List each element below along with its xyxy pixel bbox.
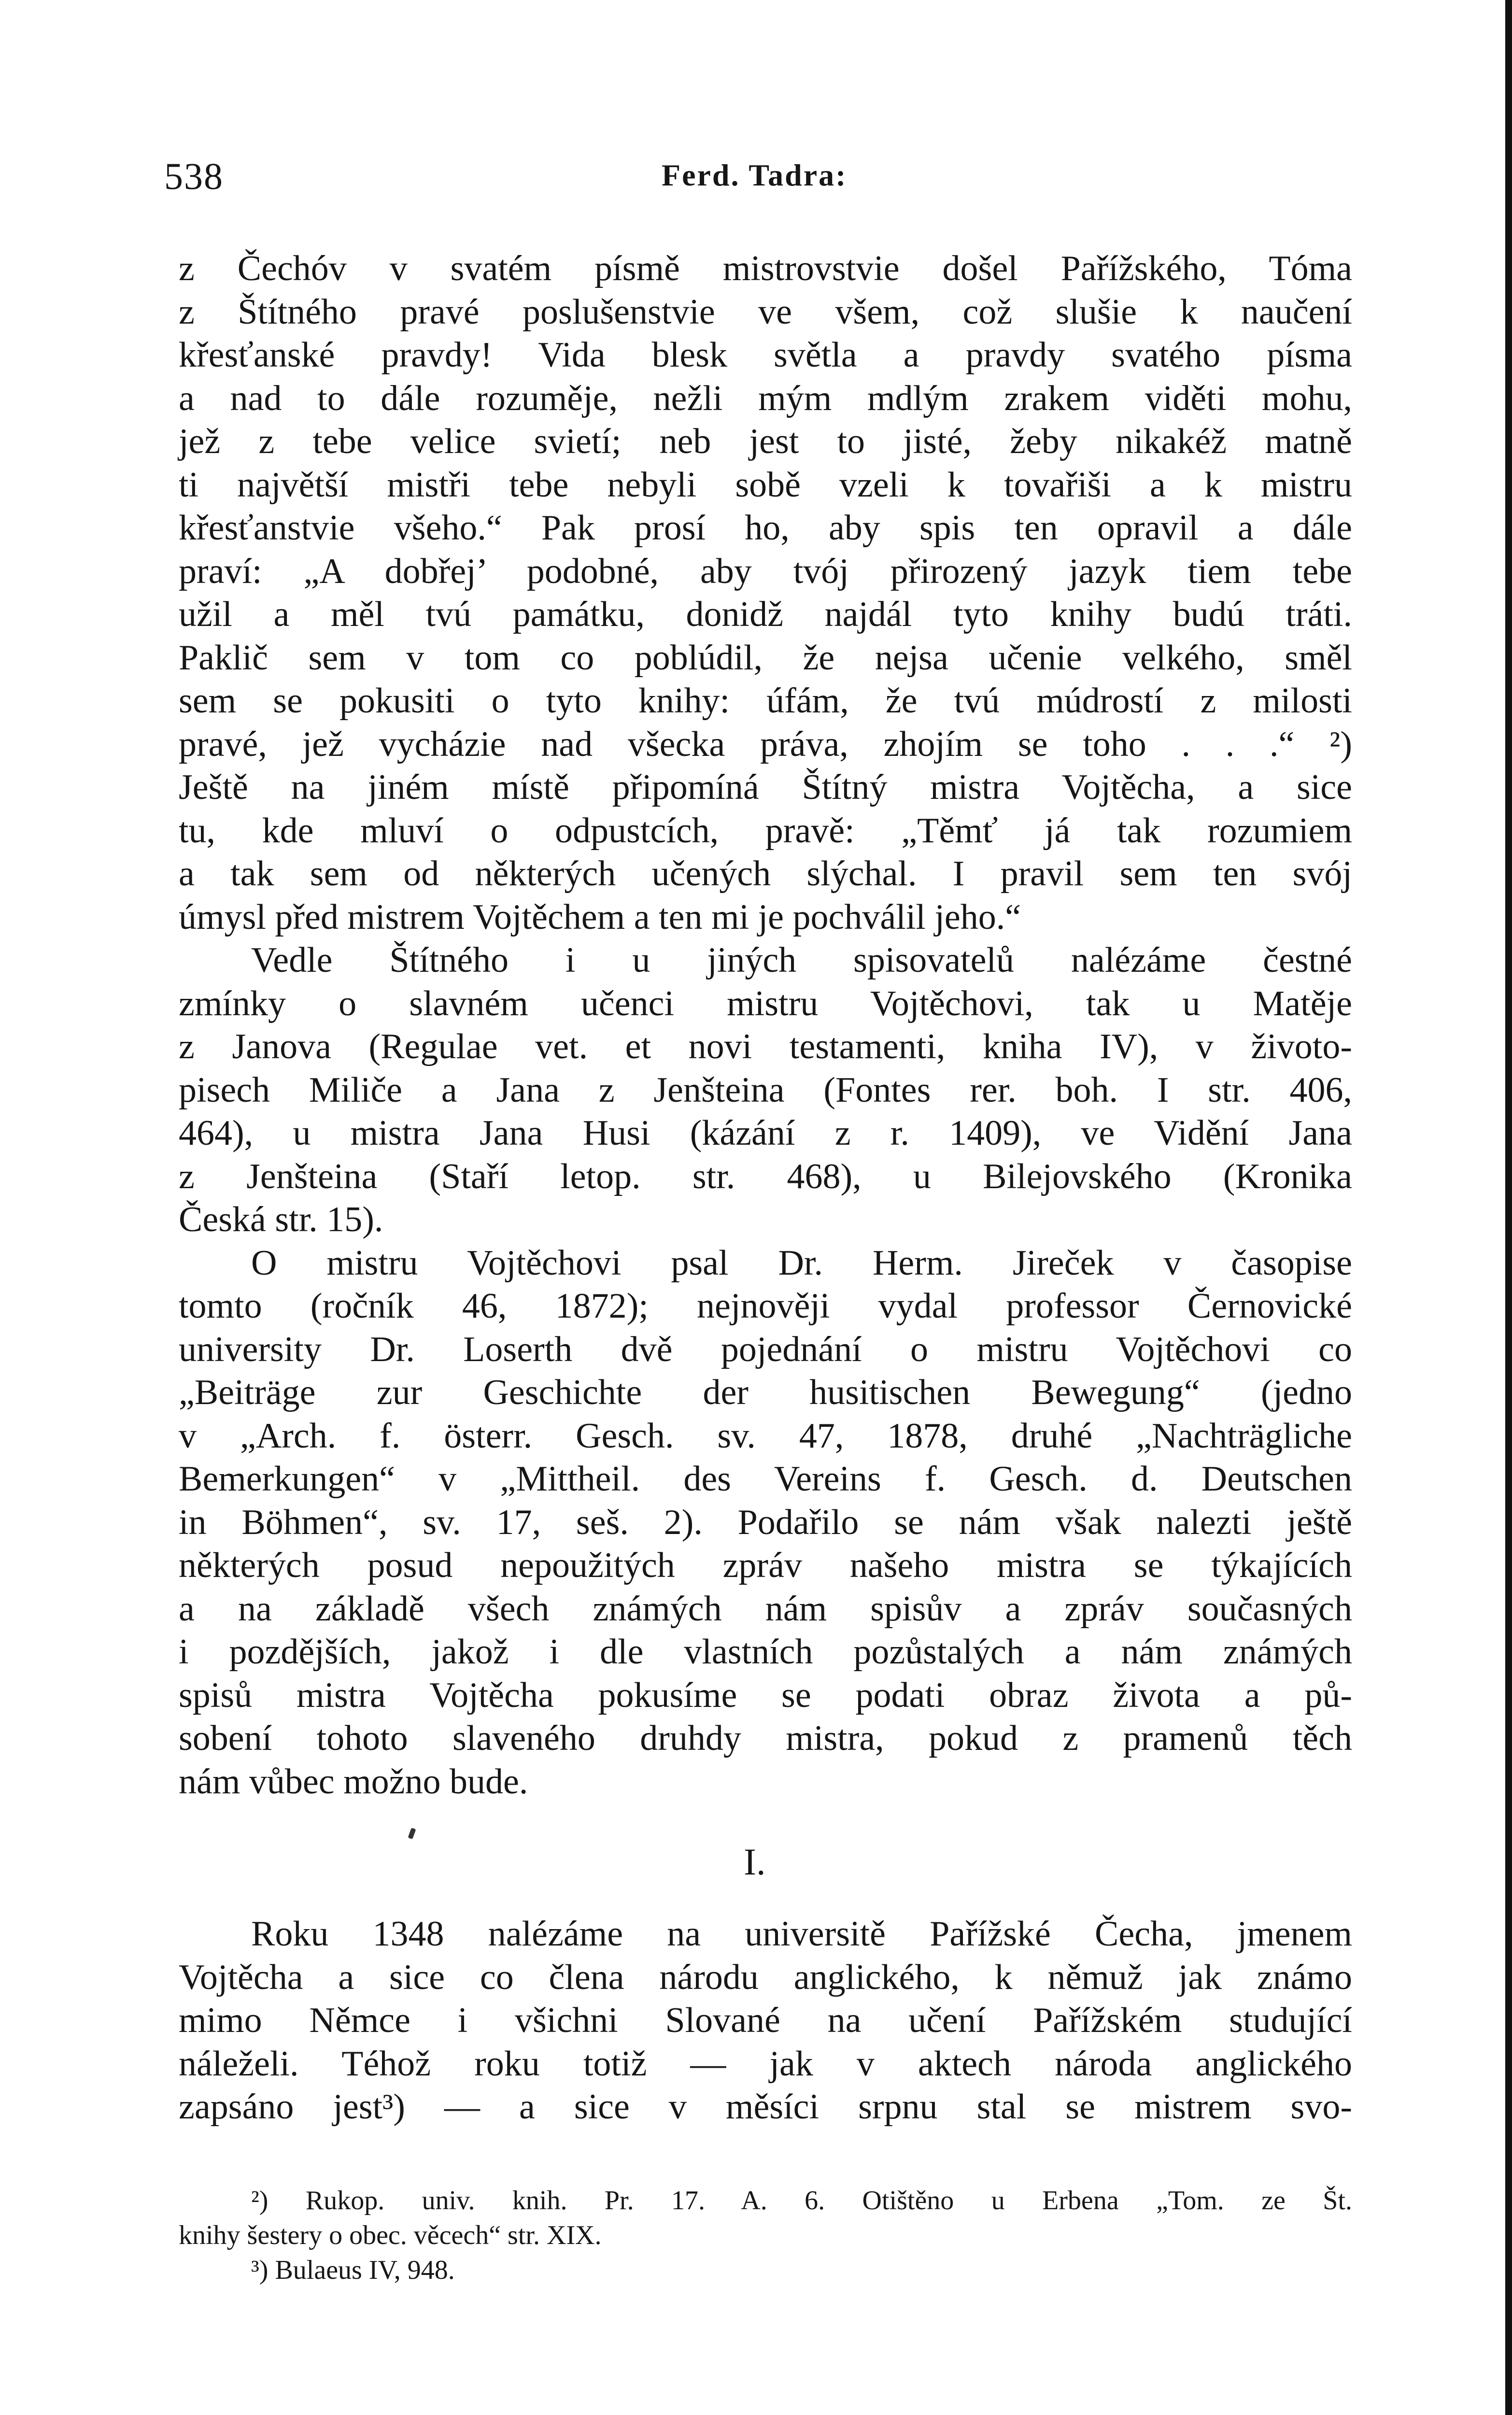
text-line: Roku 1348 nalézáme na universitě Pařížské Čecha, jmenem	[251, 1914, 1352, 1954]
page-header	[159, 145, 1357, 198]
footnotes	[179, 2183, 1352, 2287]
section-number: I.	[744, 1841, 766, 1883]
text-line: Bemerkungen“ v „Mittheil. des Vereins f. Gesch. d. Deutschen	[179, 1459, 1352, 1499]
text-line: zmínky o slavném učenci mistru Vojtěchovi, tak u Matěje	[179, 983, 1352, 1023]
text-line: jež z tebe velice svietí; neb jest to jisté, žeby nikakéž matně	[179, 422, 1352, 461]
text-line: pisech Miliče a Jana z Jenšteina (Fontes rer. boh. I str. 406,	[179, 1070, 1352, 1110]
text-line: zapsáno jest³) — a sice v měsíci srpnu stal se mistrem svo-	[179, 2087, 1352, 2127]
page-edge-shadow	[1505, 0, 1512, 2415]
ink-speck	[408, 1828, 416, 1839]
text-line: a na základě všech známých nám spisův a zpráv současných	[179, 1589, 1352, 1629]
text-line: ti najvětší mistři tebe nebyli sobě vzeli k tovařiši a k mistru	[179, 465, 1352, 505]
text-line: pravé, jež vycházie nad všecka práva, zhojím se toho . . .“ ²)	[179, 724, 1352, 764]
text-line: sem se pokusiti o tyto knihy: úfám, že tvú múdrostí z milosti	[179, 681, 1352, 721]
text-line: tomto (ročník 46, 1872); nejnověji vydal professor Černovické	[179, 1286, 1352, 1326]
text-line: Česká str. 15).	[179, 1200, 383, 1239]
section-text	[179, 1913, 1352, 2129]
text-line: mimo Němce i všichni Slované na učení Pařížském studující	[179, 2001, 1352, 2040]
text-line: in Böhmen“, sv. 17, seš. 2). Podařilo se nám však nalezti ještě	[179, 1502, 1352, 1542]
text-line: z Štítného pravé poslušenstvie ve všem, což slušie k naučení	[179, 292, 1352, 332]
text-line: křesťanské pravdy! Vida blesk světla a pravdy svatého písma	[179, 335, 1352, 375]
text-line: sobení tohoto slaveného druhdy mistra, pokud z pramenů těch	[179, 1719, 1352, 1758]
text-line: v „Arch. f. österr. Gesch. sv. 47, 1878, druhé „Nachträgliche	[179, 1416, 1352, 1456]
text-line: praví: „A dobřej’ podobné, aby tvój přirozený jazyk tiem tebe	[179, 551, 1352, 591]
text-line: z Janova (Regulae vet. et novi testamenti, kniha IV), v životo-	[179, 1027, 1352, 1066]
text-line: a tak sem od některých učených slýchal. I pravil sem ten svój	[179, 854, 1352, 894]
page-number: 538	[164, 155, 224, 197]
text-line: Ještě na jiném místě připomíná Štítný mistra Vojtěcha, a sice	[179, 767, 1352, 807]
text-line: nám vůbec možno bude.	[179, 1762, 528, 1802]
text-line: tu, kde mluví o odpustcích, pravě: „Těmť já tak rozumiem	[179, 810, 1352, 851]
text-line: O mistru Vojtěchovi psal Dr. Herm. Jireček v časopise	[251, 1243, 1352, 1283]
text-line: křesťanstvie všeho.“ Pak prosí ho, aby spis ten opravil a dále	[179, 508, 1352, 548]
footnote-line: ²) Rukop. univ. knih. Pr. 17. A. 6. Otištěno u Erbena „Tom. ze Št.	[251, 2186, 1352, 2216]
text-line: z Jenšteina (Staří letop. str. 468), u Bilejovského (Kronika	[179, 1156, 1352, 1196]
text-line: a nad to dále rozuměje, nežli mým mdlým zrakem viděti mohu,	[179, 378, 1352, 418]
text-line: náleželi. Téhož roku totiž — jak v aktech národa anglického	[179, 2044, 1352, 2084]
footnote-line: ³) Bulaeus IV, 948.	[251, 2255, 455, 2285]
body-text	[179, 247, 1352, 1804]
text-line: některých posud nepoužitých zpráv našeho mistra se týkajících	[179, 1546, 1352, 1585]
text-line: i pozdějších, jakož i dle vlastních pozůstalých a nám známých	[179, 1632, 1352, 1672]
text-line: 464), u mistra Jana Husi (kázání z r. 1409), ve Vidění Jana	[179, 1113, 1352, 1153]
footnote-line: knihy šestery o obec. věcech“ str. XIX.	[179, 2220, 602, 2250]
text-line: Vedle Štítného i u jiných spisovatelů nalézáme čestné	[251, 940, 1352, 980]
text-line: „Beiträge zur Geschichte der husitischen Bewegung“ (jedno	[179, 1373, 1352, 1412]
text-line: Vojtěcha a sice co člena národu anglického, k němuž jak známo	[179, 1957, 1352, 1997]
text-line: z Čechóv v svatém písmě mistrovstvie došel Pařížského, Tóma	[179, 249, 1352, 288]
text-line: užil a měl tvú památku, donidž najdál tyto knihy budú tráti.	[179, 595, 1352, 634]
running-head: Ferd. Tadra:	[662, 158, 848, 192]
text-line: spisů mistra Vojtěcha pokusíme se podati obraz života a pů-	[179, 1675, 1352, 1715]
text-line: Paklič sem v tom co poblúdil, že nejsa učenie velkého, směl	[179, 638, 1352, 678]
text-line: úmysl před mistrem Vojtěchem a ten mi je pochválil jeho.“	[179, 897, 1021, 937]
text-line: university Dr. Loserth dvě pojednání o mistru Vojtěchovi co	[179, 1329, 1352, 1369]
